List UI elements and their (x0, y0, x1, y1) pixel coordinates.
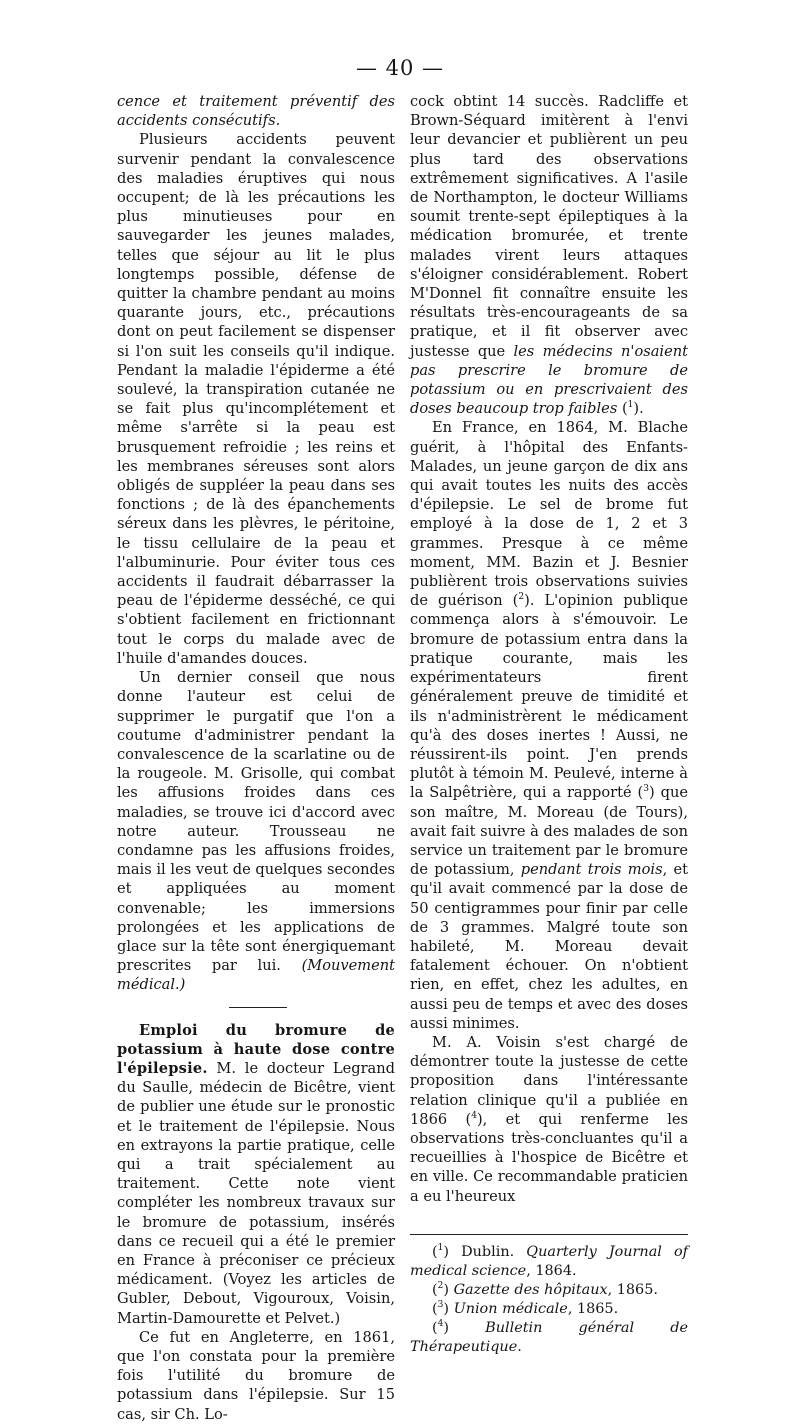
footnote-ref-4: 4 (471, 1110, 477, 1121)
italic-quote: les médecins n'osaient pas prescrire le bromure de potassium ou en prescrivaient des doses beaucoup trop faibles (410, 342, 688, 418)
paragraph-dernier-conseil-text: Un dernier conseil que nous donne l'auteur est celui de supprimer le purgatif que l'on a coutume d'administrer pendant la convalescence de la scarlatine ou de la rougeole. M. Grisolle, qui combat les affusions froides dans ces maladies, se trouve ici d'accord avec notre auteur. Trousseau ne condamne pas les affusions froides, mais il les veut de quelques secondes et appliquées au moment convenable; les immersions prolongées et les applications de glace sur la tête sont énergiquemant prescrites par lui. (117, 669, 395, 975)
footnote-3: ($^3$) Union médicale, 1865. (432, 1299, 619, 1317)
footnote-mark: 4 (437, 1318, 444, 1329)
footnote-mark: 1 (437, 1242, 444, 1253)
italic-trois-mois: pendant trois mois (520, 861, 663, 879)
footnote-ref-1: 1 (627, 400, 634, 411)
article-section (117, 1021, 395, 1328)
footnote-ref-3: 3 (643, 784, 649, 795)
footnote-mark: 3 (437, 1299, 444, 1310)
source-citation: (Mouvement médical.) (117, 957, 396, 994)
page-number: — 40 — (355, 56, 445, 80)
footnote-title: Bulletin général de Thérapeutique (410, 1319, 688, 1355)
paragraph-france-text-b: . L'opinion publique commença alors à s'émouvoir. Le bromure de potassium entra dans la pratique courante, mais les expérimentateurs firent généralement preuve de timidité et ils n'administrèrent le médicament qu'à des doses inertes ! Aussi, ne réussirent-ils point. J'en prends plutôt à témoin M. Peulevé, interne à la Salpêtrière, qui a rapporté (410, 592, 688, 802)
footnotes (410, 1243, 688, 1357)
intro-italic-line: cence et traitement préventif des accidents consécutifs. (117, 93, 395, 130)
footnote-1: ($^1$) Dublin. Quarterly Journal of medical science, 1864. (410, 1242, 688, 1279)
section-heading: Emploi du bromure de potassium à haute dose contre l'épilepsie. (117, 1021, 395, 1077)
footnote-text: Dublin. (461, 1243, 527, 1260)
footnote-title: Gazette des hôpitaux (453, 1281, 608, 1298)
paragraph-legrand (117, 1021, 395, 1328)
paragraph-dernier-conseil (117, 668, 395, 994)
paragraph-accidents: Plusieurs accidents peuvent survenir pendant la convalescence des maladies éruptives qui nous occupent; de là les précautions les plus minutieuses pour en sauvegarder les jeunes malades, telles que séjour au lit le plus longtemps possible, défense de quitter la chambre pendant au moins quarante jours, etc., précautions dont on peut facilement se dispenser si l'on suit les conseils qu'il indique. Pendant la maladie l'épiderme a été soulevé, la transpiration cutanée ne se fait plus qu'incomplétement et même s'arrête si la peau est brusquement refroidie ; les reins et les membranes séreuses sont alors obligés de suppléer la peau dans ses fonctions ; de là des épanchements séreux dans les plèvres, le péritoine, le tissu cellulaire de la peau et l'albuminurie. Pour éviter tous ces accidents il faudrait débarrasser la peau de l'épiderme desséché, ce qui s'obtient facilement en frictionnant tout le corps du malade avec de l'huile d'amandes douces. (117, 131, 395, 667)
footnote-year: , 1865. (607, 1281, 658, 1298)
footnote-year: , 1864. (526, 1262, 577, 1279)
paragraph-france: En France, en 1864, M. Blache guérit, à l'hôpital des Enfants-Malades, un jeune garçon de dix ans qui avait toutes les nuits des accès d'épilepsie. Le sel de brome fut employé à la dose de 1, 2 et 3 grammes. Presque à ce même moment, MM. Bazin et J. Besnier publièrent trois observations suivies de guérison ($^2$). L'opinion publique commença alors à s'émouvoir. Le bromure de potassium entra dans la pratique courante, mais les expérimentateurs firent généralement preuve de timidité et ils n'administrèrent le médicament qu'à des doses inertes ! Aussi, ne réussirent-ils point. J'en prends plutôt à témoin M. Peulevé, interne à la Salpêtrière, qui a rapporté ($^3$) que son maître, M. Moreau (de Tours), avait fait suivre à des malades de son service un traitement par le bromure de potassium, pendant trois mois, et qu'il avait commencé par la dose de 50 centigrammes pour finir par celle de 3 grammes. Malgré toute son habileté, M. Moreau devait fatalement échouer. On n'obtient rien, en effet, chez les adultes, en aussi peu de temps et avec des doses aussi minimes. (410, 419, 688, 1032)
paragraph-france-text-d: , et qu'il avait commencé par la dose de 50 centigrammes pour finir par celle de 3 grammes. Malgré toute son habileté, M. Moreau devait fatalement échouer. On n'obtient rien, en effet, chez les adultes, en aussi peu de temps et avec des doses aussi minimes. (410, 861, 688, 1032)
paragraph-legrand-text: M. le docteur Legrand du Saulle, médecin de Bicêtre, vient de publier une étude sur le pronostic et le traitement de l'épilepsie. Nous en extrayons la partie pratique, celle qui a trait spécialement au traitement. Cette note vient compléter les nombreux travaux sur le bromure de potassium, insérés dans ce recueil qui a été le premier en France à préconiser ce précieux médicament. (Voyez les articles de Gubler, Debout, Vigouroux, Voisin, Martin-Damourette et Pelvet.) (117, 1059, 395, 1327)
footnote-title: Union médicale (453, 1300, 568, 1317)
footnote-year: . (517, 1338, 522, 1355)
right-column (410, 92, 688, 1357)
footnote-title: Quarterly Journal of medical science (410, 1243, 688, 1279)
paragraph-france-text-a: En France, en 1864, M. Blache guérit, à l'hôpital des Enfants-Malades, un jeune garçon de dix ans qui avait toutes les nuits des accès d'épilepsie. Le sel de brome fut employé à la dose de 1, 2 et 3 grammes. Presque à ce même moment, MM. Bazin et J. Besnier publièrent trois observations suivies de guérison (410, 419, 688, 610)
footnote-year: , 1865. (567, 1300, 619, 1317)
paragraph-voisin-text-b: , et qui renferme les observations très-concluantes qu'il a recueillies à l'hospice de Bicêtre et en ville. Ce recommandable praticien a eu l'heureux (410, 1110, 688, 1205)
paragraph-radcliffe-text: cock obtint 14 succès. Radcliffe et Brown-Séquard imitèrent à l'envi leur devancier et publièrent un peu plus tard des observations extrêmement significatives. A l'asile de Northampton, le docteur Williams soumit trente-sept épileptiques à la médication bromurée, et trente malades virent leurs attaques s'éloigner considérablement. Robert M'Donnel fit connaître ensuite les résultats très-encourageants de sa pratique, et il fit observer avec justesse que (410, 93, 688, 360)
paragraph-voisin: M. A. Voisin s'est chargé de démontrer toute la justesse de cette proposition dans l'intéressante relation clinique qu'il a publiée en 1866 ($^4$), et qui renferme les observations très-concluantes qu'il a recueillies à l'hospice de Bicêtre et en ville. Ce recommandable praticien a eu l'heureux (410, 1033, 688, 1205)
footnote-mark: 2 (437, 1280, 444, 1291)
section-divider (229, 1007, 287, 1008)
footnote-divider (410, 1234, 688, 1235)
footnote-ref-2: 2 (518, 592, 525, 603)
paragraph-france-text-c: que son maître, M. Moreau (de Tours), avait fait suivre à des malades de son service un traitement par le bromure de potassium, (410, 784, 688, 879)
footnote-2: ($^2$) Gazette des hôpitaux, 1865. (432, 1280, 658, 1298)
footnote-4: ($^4$) Bulletin général de Thérapeutique. (410, 1318, 688, 1355)
paragraph-radcliffe: cock obtint 14 succès. Radcliffe et Brown-Séquard imitèrent à l'envi leur devancier et publièrent un peu plus tard des observations extrêmement significatives. A l'asile de Northampton, le docteur Williams soumit trente-sept épileptiques à la médication bromurée, et trente malades virent leurs attaques s'éloigner considérablement. Robert M'Donnel fit connaître ensuite les résultats très-encourageants de sa pratique, et il fit observer avec justesse que les médecins n'osaient pas prescrire le bromure de potassium ou en prescrivaient des doses beaucoup trop faibles ($^1$). (410, 93, 688, 418)
paragraph-angleterre: Ce fut en Angleterre, en 1861, que l'on constata pour la première fois l'utilité du bromure de potassium dans l'épilepsie. Sur 15 cas, sir Ch. Lo- (117, 1328, 395, 1423)
paragraph-voisin-text-a: M. A. Voisin s'est chargé de démontrer toute la justesse de cette proposition dans l'intéressante relation clinique qu'il a publiée en 1866 (410, 1033, 688, 1128)
left-column (117, 92, 395, 1424)
